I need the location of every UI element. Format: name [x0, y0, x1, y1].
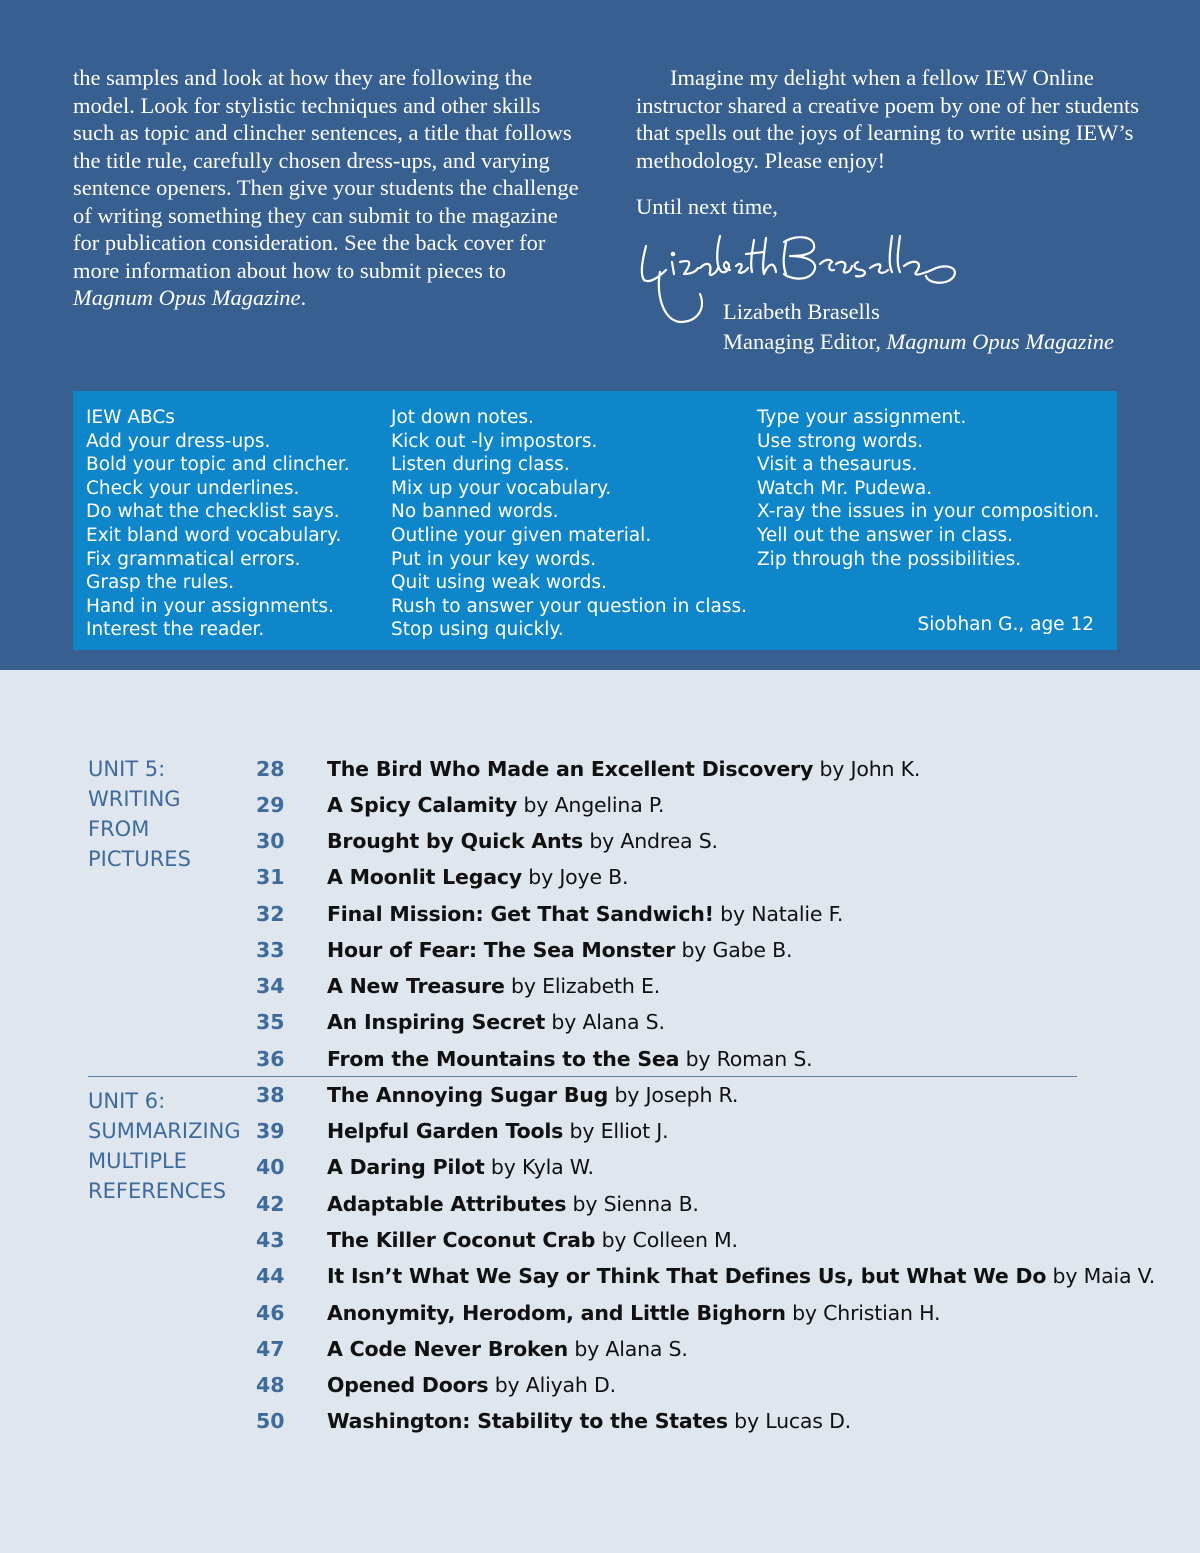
story-title: Opened Doors: [327, 1373, 489, 1397]
toc-row[interactable]: [0, 1007, 1200, 1037]
poem-line: Zip through the possibilities.: [757, 548, 1022, 570]
poem-column-2: [391, 406, 747, 642]
story-title: An Inspiring Secret: [327, 1010, 546, 1034]
toc-row[interactable]: [0, 1370, 1200, 1400]
page-number: 47: [256, 1337, 285, 1361]
toc-row[interactable]: [0, 1116, 1200, 1146]
poem-line: Rush to answer your question in class.: [391, 595, 747, 617]
story-byline: by Roman S.: [679, 1047, 813, 1071]
letter-left-column: [73, 64, 583, 312]
story-title: Hour of Fear: The Sea Monster: [327, 938, 676, 962]
editor-letter-section: [0, 0, 1200, 670]
story-title: The Bird Who Made an Excellent Discovery: [327, 757, 814, 781]
story-title: A Code Never Broken: [327, 1337, 569, 1361]
page-number: 36: [256, 1047, 285, 1071]
page-number: 46: [256, 1301, 285, 1325]
toc-row[interactable]: [0, 899, 1200, 929]
toc-row[interactable]: [0, 1261, 1200, 1291]
story-title: A New Treasure: [327, 974, 505, 998]
letter-right-column: [636, 64, 1156, 221]
poem-line: Fix grammatical errors.: [86, 548, 301, 570]
story-byline: by Angelina P.: [517, 793, 665, 817]
story-title: From the Mountains to the Sea: [327, 1047, 680, 1071]
abc-poem-box: [73, 391, 1117, 650]
toc-row[interactable]: [0, 1298, 1200, 1328]
page-number: 44: [256, 1264, 285, 1288]
page-number: 48: [256, 1373, 285, 1397]
unit-label-line: SUMMARIZING: [88, 1119, 241, 1143]
unit-label-line: REFERENCES: [88, 1179, 227, 1203]
page-number: 28: [256, 757, 285, 781]
toc-row[interactable]: [0, 862, 1200, 892]
poem-line: Mix up your vocabulary.: [391, 477, 612, 499]
page-number: 42: [256, 1192, 285, 1216]
page-number: 30: [256, 829, 285, 853]
story-byline: by Joseph R.: [608, 1083, 739, 1107]
signature-name: Lizabeth Brasells: [723, 299, 880, 324]
story-byline: by Joye B.: [521, 865, 629, 889]
poem-line: Outline your given material.: [391, 524, 652, 546]
unit-divider: [88, 1076, 1077, 1077]
poem-line: Yell out the answer in class.: [757, 524, 1014, 546]
story-title: Anonymity, Herodom, and Little Bighorn: [327, 1301, 786, 1325]
letter-right-text: Imagine my delight when a fellow IEW Online instructor shared a creative poem by one of her students that spells out the joys of learning to write using IEW’s methodology. Please enjoy!: [636, 65, 1139, 173]
story-title: Brought by Quick Ants: [327, 829, 584, 853]
poem-line: Grasp the rules.: [86, 572, 235, 594]
poem-line: Listen during class.: [391, 454, 570, 476]
page-number: 43: [256, 1228, 285, 1252]
page-number: 32: [256, 902, 285, 926]
toc-row[interactable]: [0, 790, 1200, 820]
story-title: Washington: Stability to the States: [327, 1409, 728, 1433]
story-byline: by Sienna B.: [566, 1192, 699, 1216]
toc-row[interactable]: [0, 1080, 1200, 1110]
poem-line: X-ray the issues in your composition.: [757, 501, 1100, 523]
signature-title-magazine: Magnum Opus Magazine: [886, 329, 1114, 354]
toc-row[interactable]: [0, 826, 1200, 856]
magazine-name: Magnum Opus Magazine: [73, 285, 301, 310]
page-number: 40: [256, 1155, 285, 1179]
story-byline: by Elliot J.: [563, 1119, 669, 1143]
poem-author: Siobhan G., age 12: [917, 614, 1094, 635]
poem-line: Kick out -ly impostors.: [391, 430, 598, 452]
unit-label-line: PICTURES: [88, 847, 191, 871]
poem-column-3: [757, 406, 1099, 571]
story-byline: by John K.: [813, 757, 921, 781]
poem-line: Use strong words.: [757, 430, 924, 452]
page-number: 34: [256, 974, 285, 998]
toc-row[interactable]: [0, 1334, 1200, 1364]
poem-line: IEW ABCs: [86, 407, 175, 428]
story-title: A Moonlit Legacy: [327, 865, 522, 889]
story-title: A Spicy Calamity: [327, 793, 518, 817]
poem-column-1: [86, 406, 350, 642]
toc-row[interactable]: [0, 754, 1200, 784]
poem-line: Quit using weak words.: [391, 572, 607, 594]
unit-label-line: UNIT 5:: [88, 757, 166, 781]
story-byline: by Maia V.: [1046, 1264, 1156, 1288]
toc-row[interactable]: [0, 1225, 1200, 1255]
story-title: Final Mission: Get That Sandwich!: [327, 902, 714, 926]
poem-line: Check your underlines.: [86, 477, 300, 499]
story-byline: by Colleen M.: [595, 1228, 738, 1252]
poem-line: Add your dress-ups.: [86, 430, 271, 452]
story-byline: by Alana S.: [545, 1010, 665, 1034]
story-title: It Isn’t What We Say or Think That Defines Us, but What We Do: [327, 1264, 1047, 1288]
page-number: 29: [256, 793, 285, 817]
story-title: Adaptable Attributes: [327, 1192, 567, 1216]
letter-closing: Until next time,: [636, 194, 778, 219]
story-byline: by Alana S.: [568, 1337, 688, 1361]
toc-row[interactable]: [0, 1044, 1200, 1074]
story-title: A Daring Pilot: [327, 1155, 485, 1179]
unit-label-line: WRITING: [88, 787, 181, 811]
page-number: 39: [256, 1119, 285, 1143]
story-title: Helpful Garden Tools: [327, 1119, 564, 1143]
story-byline: by Christian H.: [785, 1301, 941, 1325]
story-title: The Killer Coconut Crab: [327, 1228, 596, 1252]
poem-line: Watch Mr. Pudewa.: [757, 477, 933, 499]
toc-row[interactable]: [0, 935, 1200, 965]
page-number: 50: [256, 1409, 285, 1433]
story-byline: by Elizabeth E.: [504, 974, 661, 998]
story-byline: by Aliyah D.: [488, 1373, 616, 1397]
signature-block: [723, 297, 1114, 357]
unit-label-line: UNIT 6:: [88, 1089, 166, 1113]
page-number: 33: [256, 938, 285, 962]
page-number: 31: [256, 865, 285, 889]
poem-line: Type your assignment.: [757, 407, 967, 428]
page-number: 38: [256, 1083, 285, 1107]
poem-line: No banned words.: [391, 501, 559, 523]
story-title: The Annoying Sugar Bug: [327, 1083, 609, 1107]
toc-row[interactable]: [0, 1189, 1200, 1219]
story-byline: by Kyla W.: [484, 1155, 594, 1179]
poem-line: Put in your key words.: [391, 548, 597, 570]
signature-title: Managing Editor,: [723, 329, 887, 354]
poem-line: Jot down notes.: [391, 407, 534, 428]
poem-line: Hand in your assignments.: [86, 595, 334, 617]
unit-label-line: MULTIPLE: [88, 1149, 187, 1173]
story-byline: by Gabe B.: [675, 938, 793, 962]
page-number: 35: [256, 1010, 285, 1034]
signature-title-line: [723, 327, 1114, 357]
letter-left-end: .: [300, 285, 307, 310]
story-byline: by Andrea S.: [583, 829, 718, 853]
poem-line: Visit a thesaurus.: [757, 454, 918, 476]
poem-line: Bold your topic and clincher.: [86, 454, 350, 476]
poem-line: Do what the checklist says.: [86, 501, 340, 523]
poem-line: Interest the reader.: [86, 619, 265, 641]
toc-row[interactable]: [0, 1406, 1200, 1436]
poem-line: Exit bland word vocabulary.: [86, 524, 342, 546]
story-byline: by Lucas D.: [727, 1409, 851, 1433]
toc-row[interactable]: [0, 1152, 1200, 1182]
unit-label-line: FROM: [88, 817, 150, 841]
story-byline: by Natalie F.: [713, 902, 844, 926]
toc-row[interactable]: [0, 971, 1200, 1001]
letter-left-text: the samples and look at how they are following the model. Look for stylistic techniques and other skills such as topic and clincher sentences, a title that follows the title rule, carefully chosen dress-ups, and varying sentence openers. Then give your students the challenge of writing something they can submit to the magazine for publication consideration. See the back cover for more information about how to submit pieces to: [73, 65, 579, 283]
poem-line: Stop using quickly.: [391, 619, 564, 641]
